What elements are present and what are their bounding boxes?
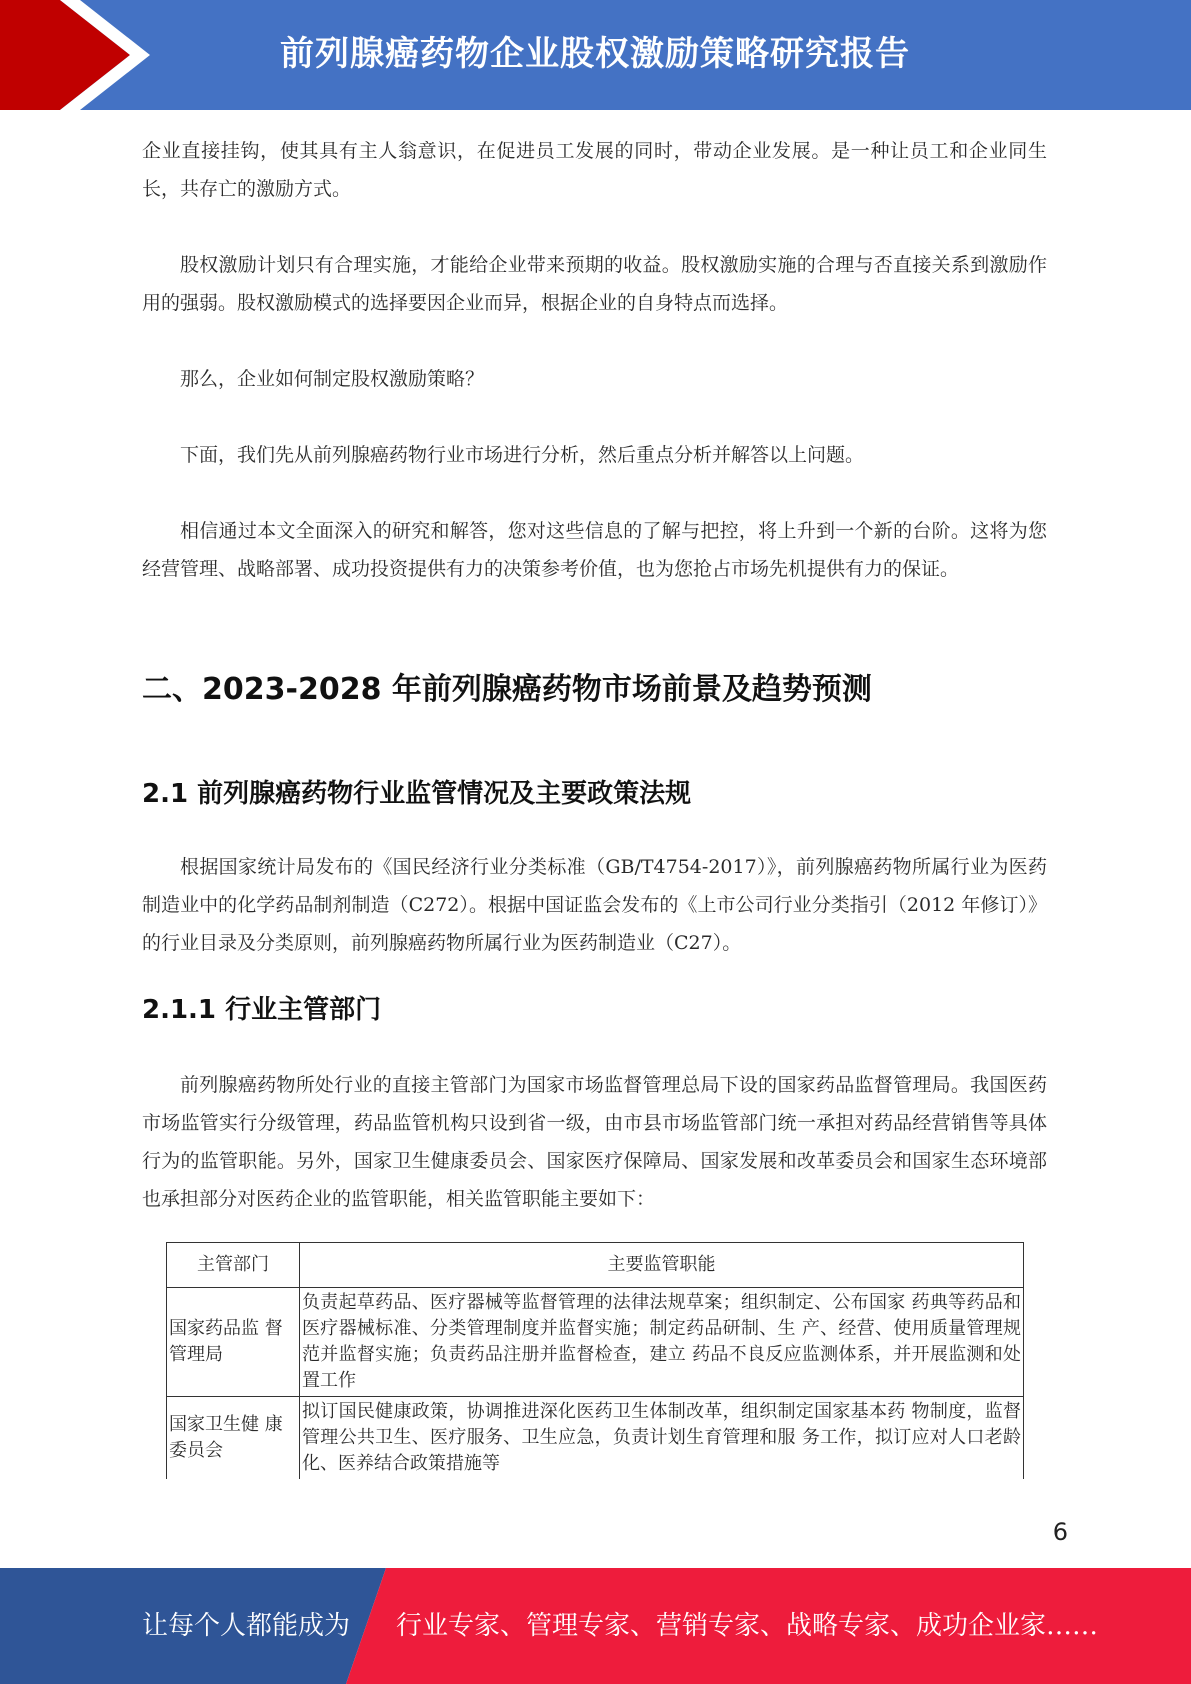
table-header-duty: 主要监管职能 [300,1243,1024,1288]
section-2-1-1-paragraph: 前列腺癌药物所处行业的直接主管部门为国家市场监督管理总局下设的国家药品监督管理局。我国医药市场监管实行分级管理，药品监管机构只设到省一级，由市县市场监管部门统一承担对药品经营销售等具体行为的监管职能。另外，国家卫生健康委员会、国家医疗保障局、国家发展和改革委员会和国家生态环境部也承担部分对医药企业的监管职能，相关监管职能主要如下： [142,1074,1047,1210]
section-2-1-paragraph: 根据国家统计局发布的《国民经济行业分类标准（GB/T4754-2017）》，前列腺癌药物所属行业为医药制造业中的化学药品制剂制造（C272）。根据中国证监会发布的《上市公司行业分类指引（2012 年修订）》的行业目录及分类原则，前列腺癌药物所属行业为医药制造业（C27）。 [142,856,1047,954]
table-cell-duty: 拟订国民健康政策，协调推进深化医药卫生体制改革，组织制定国家基本药 物制度，监督管理公共卫生、医疗服务、卫生应急，负责计划生育管理和服 务工作，拟订应对人口老龄化、医养结合政策措施等 [300,1397,1024,1480]
table-cell-dept: 国家卫生健 康委员会 [167,1397,300,1480]
table-row [167,1288,1024,1397]
footer-slogan-left: 让每个人都能成为 [142,1611,351,1641]
report-title: 前列腺癌药物企业股权激励策略研究报告 [280,34,910,74]
table-cell-duty: 负责起草药品、医疗器械等监督管理的法律法规草案；组织制定、公布国家 药典等药品和医疗器械标准、分类管理制度并监督实施；制定药品研制、生 产、经营、使用质量管理规范并监督实施；负责药品注册并监督检查，建立 药品不良反应监测体系，并开展监测和处置工作 [300,1288,1024,1397]
section-2-1-heading: 2.1 前列腺癌药物行业监管情况及主要政策法规 [142,779,692,809]
intro-paragraph-1: 企业直接挂钩，使其具有主人翁意识，在促进员工发展的同时，带动企业发展。是一种让员工和企业同生长，共存亡的激励方式。 [142,140,1047,200]
table-row [167,1397,1024,1480]
section-2-1-1-body [142,1066,1047,1218]
footer-slogan-right: 行业专家、管理专家、营销专家、战略专家、成功企业家…… [396,1611,1099,1641]
regulator-table [166,1242,1024,1479]
intro-paragraph-2: 股权激励计划只有合理实施，才能给企业带来预期的收益。股权激励实施的合理与否直接关系到激励作用的强弱。股权激励模式的选择要因企业而异，根据企业的自身特点而选择。 [142,254,1047,314]
section-2-heading: 二、2023-2028 年前列腺癌药物市场前景及趋势预测 [142,672,872,707]
section-2-1-1-heading: 2.1.1 行业主管部门 [142,995,382,1025]
table-header-dept: 主管部门 [167,1243,300,1288]
page-number: 6 [1052,1518,1068,1546]
intro-section [142,132,1047,588]
table-header-row [167,1243,1024,1288]
header-band [0,0,1191,110]
footer-band [0,1568,1191,1684]
section-2-1-body [142,848,1047,962]
table-cell-dept: 国家药品监 督管理局 [167,1288,300,1397]
intro-paragraph-3: 那么，企业如何制定股权激励策略？ [180,368,485,390]
intro-paragraph-4: 下面，我们先从前列腺癌药物行业市场进行分析，然后重点分析并解答以上问题。 [180,444,865,466]
intro-paragraph-5: 相信通过本文全面深入的研究和解答，您对这些信息的了解与把控，将上升到一个新的台阶。这将为您经营管理、战略部署、成功投资提供有力的决策参考价值，也为您抢占市场先机提供有力的保证。 [142,520,1047,580]
